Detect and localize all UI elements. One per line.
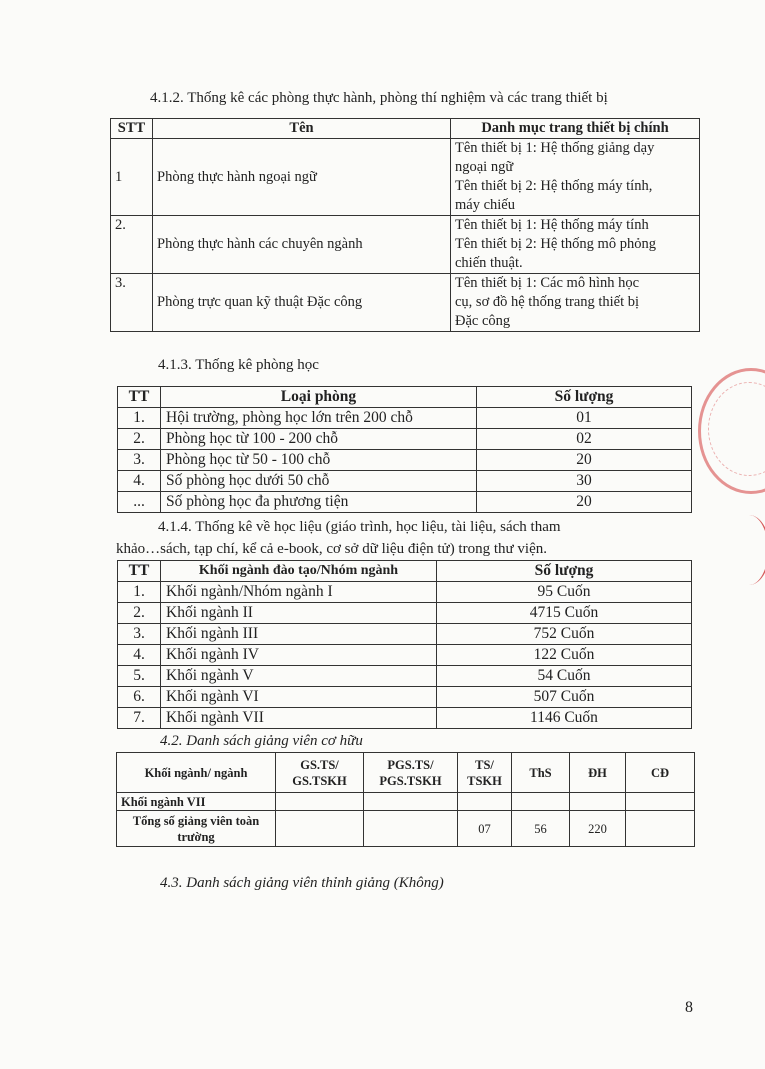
row-tt: 4. bbox=[118, 645, 161, 666]
row-stt: 2. bbox=[111, 216, 153, 274]
row-type: Số phòng học đa phương tiện bbox=[161, 492, 477, 513]
col-header-gs: GS.TS/ GS.TSKH bbox=[276, 753, 364, 793]
row-group: Khối ngành VII bbox=[161, 708, 437, 729]
equip-line: cụ, sơ đồ hệ thống trang thiết bị bbox=[455, 294, 640, 310]
row-qty: 01 bbox=[477, 408, 692, 429]
equip-line: Tên thiết bị 2: Hệ thống máy tính, bbox=[455, 178, 653, 194]
row-ts bbox=[458, 793, 512, 811]
row-name: Phòng trực quan kỹ thuật Đặc công bbox=[153, 274, 451, 332]
row-name: Phòng thực hành các chuyên ngành bbox=[153, 216, 451, 274]
table-row bbox=[117, 811, 695, 847]
col-header-group: Khối ngành/ ngành bbox=[117, 753, 276, 793]
row-qty: 4715 Cuốn bbox=[437, 603, 692, 624]
section-43-heading: 4.3. Danh sách giảng viên thỉnh giảng (Không) bbox=[160, 875, 444, 891]
table-row bbox=[118, 471, 692, 492]
equip-line: ngoại ngữ bbox=[455, 159, 514, 175]
row-type: Phòng học từ 50 - 100 chỗ bbox=[161, 450, 477, 471]
row-group: Khối ngành III bbox=[161, 624, 437, 645]
col-header-type: Loại phòng bbox=[161, 387, 477, 408]
table-row bbox=[111, 274, 700, 332]
row-qty: 122 Cuốn bbox=[437, 645, 692, 666]
table-row bbox=[117, 793, 695, 811]
table-row bbox=[111, 139, 700, 216]
table-header-row bbox=[117, 753, 695, 793]
section-413-heading: 4.1.3. Thống kê phòng học bbox=[158, 357, 319, 373]
col-header-cd: CĐ bbox=[626, 753, 695, 793]
row-tt: 3. bbox=[118, 450, 161, 471]
table-row bbox=[118, 603, 692, 624]
table-row bbox=[118, 450, 692, 471]
row-label: Khối ngành VII bbox=[117, 793, 276, 811]
col-header-stt: STT bbox=[111, 119, 153, 139]
col-header-qty: Số lượng bbox=[437, 561, 692, 582]
row-qty: 507 Cuốn bbox=[437, 687, 692, 708]
row-stt: 3. bbox=[111, 274, 153, 332]
col-header-pgs: PGS.TS/ PGS.TSKH bbox=[364, 753, 458, 793]
classroom-table bbox=[117, 386, 692, 513]
row-qty: 02 bbox=[477, 429, 692, 450]
section-412-heading: 4.1.2. Thống kê các phòng thực hành, phòng thí nghiệm và các trang thiết bị bbox=[150, 90, 608, 106]
row-equipment bbox=[451, 216, 700, 274]
row-tt: 4. bbox=[118, 471, 161, 492]
col-header-name: Tên bbox=[153, 119, 451, 139]
row-name: Phòng thực hành ngoại ngữ bbox=[153, 139, 451, 216]
equip-line: Tên thiết bị 2: Hệ thống mô phỏng bbox=[455, 236, 656, 252]
row-qty: 20 bbox=[477, 450, 692, 471]
row-group: Khối ngành VI bbox=[161, 687, 437, 708]
row-type: Số phòng học dưới 50 chỗ bbox=[161, 471, 477, 492]
table-row bbox=[118, 645, 692, 666]
row-group: Khối ngành/Nhóm ngành I bbox=[161, 582, 437, 603]
table-header-row bbox=[118, 387, 692, 408]
col-header-equipment: Danh mục trang thiết bị chính bbox=[451, 119, 700, 139]
table-row bbox=[111, 216, 700, 274]
row-group: Khối ngành IV bbox=[161, 645, 437, 666]
col-header-tt: TT bbox=[118, 561, 161, 582]
table-row bbox=[118, 624, 692, 645]
row-dh bbox=[570, 793, 626, 811]
row-qty: 20 bbox=[477, 492, 692, 513]
row-qty: 54 Cuốn bbox=[437, 666, 692, 687]
signature-mark bbox=[728, 515, 765, 585]
page-number: 8 bbox=[685, 999, 693, 1016]
equipment-table bbox=[110, 118, 700, 332]
equip-line: Tên thiết bị 1: Hệ thống giảng dạy bbox=[455, 140, 655, 156]
equip-line: Tên thiết bị 1: Các mô hình học bbox=[455, 275, 640, 291]
row-qty: 95 Cuốn bbox=[437, 582, 692, 603]
table-row bbox=[118, 582, 692, 603]
library-table bbox=[117, 560, 692, 729]
row-tt: 5. bbox=[118, 666, 161, 687]
table-row bbox=[118, 708, 692, 729]
row-gs bbox=[276, 811, 364, 847]
col-header-tt: TT bbox=[118, 387, 161, 408]
row-cd bbox=[626, 793, 695, 811]
row-group: Khối ngành II bbox=[161, 603, 437, 624]
row-ths: 56 bbox=[512, 811, 570, 847]
row-tt: 6. bbox=[118, 687, 161, 708]
table-header-row bbox=[118, 561, 692, 582]
row-qty: 30 bbox=[477, 471, 692, 492]
col-header-ts: TS/ TSKH bbox=[458, 753, 512, 793]
row-stt: 1 bbox=[111, 139, 153, 216]
col-header-qty: Số lượng bbox=[477, 387, 692, 408]
equip-line: chiến thuật. bbox=[455, 255, 523, 271]
section-42-heading: 4.2. Danh sách giảng viên cơ hữu bbox=[160, 733, 363, 749]
section-414-heading-line2: khảo…sách, tạp chí, kể cả e-book, cơ sở dữ liệu điện tử) trong thư viện. bbox=[116, 541, 547, 557]
table-header-row bbox=[111, 119, 700, 139]
row-pgs bbox=[364, 793, 458, 811]
row-pgs bbox=[364, 811, 458, 847]
section-414-heading-line1: 4.1.4. Thống kê về học liệu (giáo trình, học liệu, tài liệu, sách tham bbox=[158, 519, 561, 535]
row-cd bbox=[626, 811, 695, 847]
row-type: Phòng học từ 100 - 200 chỗ bbox=[161, 429, 477, 450]
table-row bbox=[118, 666, 692, 687]
col-header-dh: ĐH bbox=[570, 753, 626, 793]
row-ts: 07 bbox=[458, 811, 512, 847]
row-tt: 2. bbox=[118, 429, 161, 450]
table-row bbox=[118, 408, 692, 429]
table-row bbox=[118, 687, 692, 708]
row-tt: ... bbox=[118, 492, 161, 513]
row-ths bbox=[512, 793, 570, 811]
row-label: Tổng số giảng viên toàn trường bbox=[117, 811, 276, 847]
row-tt: 1. bbox=[118, 408, 161, 429]
row-gs bbox=[276, 793, 364, 811]
row-equipment bbox=[451, 139, 700, 216]
row-dh: 220 bbox=[570, 811, 626, 847]
row-qty: 1146 Cuốn bbox=[437, 708, 692, 729]
lecturer-table bbox=[116, 752, 695, 847]
table-row bbox=[118, 429, 692, 450]
row-qty: 752 Cuốn bbox=[437, 624, 692, 645]
row-equipment bbox=[451, 274, 700, 332]
equip-line: Đặc công bbox=[455, 313, 511, 329]
row-tt: 7. bbox=[118, 708, 161, 729]
col-header-ths: ThS bbox=[512, 753, 570, 793]
row-type: Hội trường, phòng học lớn trên 200 chỗ bbox=[161, 408, 477, 429]
row-tt: 1. bbox=[118, 582, 161, 603]
equip-line: Tên thiết bị 1: Hệ thống máy tính bbox=[455, 217, 649, 233]
row-tt: 3. bbox=[118, 624, 161, 645]
col-header-group: Khối ngành đào tạo/Nhóm ngành bbox=[161, 561, 437, 582]
table-row bbox=[118, 492, 692, 513]
equip-line: máy chiếu bbox=[455, 197, 515, 213]
row-tt: 2. bbox=[118, 603, 161, 624]
row-group: Khối ngành V bbox=[161, 666, 437, 687]
